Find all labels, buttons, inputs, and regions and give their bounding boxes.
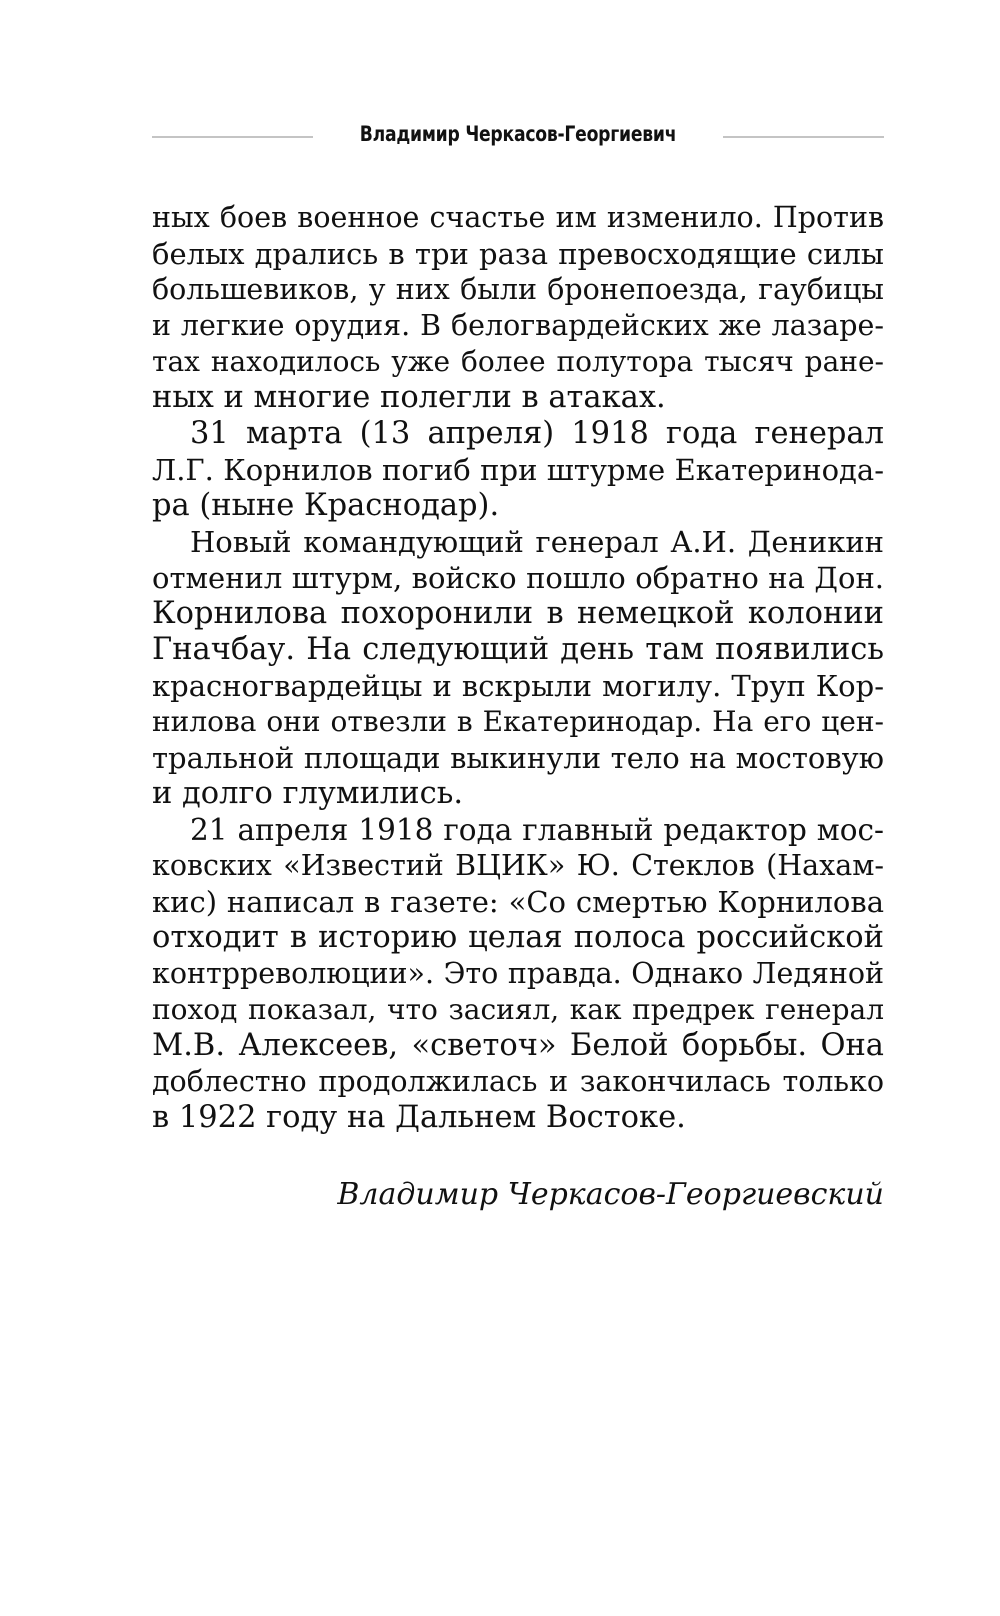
- text-line: Гначбау. На следующий день там появились: [152, 632, 884, 667]
- text-line: кис) написал в газете: «Со смертью Корнилова: [152, 885, 884, 919]
- text-line: большевиков, у них были бронепоезда, гаубицы: [152, 273, 884, 306]
- text-line: тральной площади выкинули тело на мостовую: [152, 741, 884, 775]
- text-line: нилова они отвезли в Екатеринодар. На его цен-: [152, 705, 884, 738]
- running-head: [152, 114, 884, 154]
- text-line: белых дрались в три раза превосходящие силы: [152, 237, 884, 271]
- text-line: ра (ныне Краснодар).: [152, 488, 500, 523]
- header-rule-right: [723, 136, 884, 138]
- body-text: [152, 200, 884, 1136]
- text-line: доблестно продолжилась и закончилась только: [152, 1065, 884, 1098]
- author-signature: Владимир Черкасов-Георгиевский: [337, 1177, 884, 1212]
- text-line: Л.Г. Корнилов погиб при штурме Екатеринода-: [152, 453, 884, 487]
- text-line: и долго глумились.: [152, 776, 464, 811]
- text-line: Новый командующий генерал А.И. Деникин: [190, 525, 884, 559]
- text-line: Корнилова похоронили в немецкой колонии: [152, 596, 884, 631]
- text-line: красногвардейцы и вскрыли могилу. Труп Кор-: [152, 669, 884, 703]
- text-line: отходит в историю целая полоса российской: [152, 920, 884, 955]
- text-line: ковских «Известий ВЦИК» Ю. Стеклов (Нахам-: [152, 849, 884, 882]
- text-line: ных и многие полегли в атаках.: [152, 380, 666, 415]
- text-line: М.В. Алексеев, «светоч» Белой борьбы. Она: [152, 1028, 884, 1063]
- text-line: тах находилось уже более полутора тысяч ране-: [152, 345, 884, 378]
- text-line: 21 апреля 1918 года главный редактор мос-: [190, 813, 884, 847]
- header-rule-left: [152, 136, 313, 138]
- text-line: в 1922 году на Дальнем Востоке.: [152, 1100, 686, 1135]
- text-line: ных боев военное счастье им изменило. Против: [152, 201, 884, 234]
- running-title: Владимир Черкасов-Георгиевич: [359, 122, 677, 146]
- text-line: контрреволюции». Это правда. Однако Ледяной: [152, 957, 884, 990]
- text-line: поход показал, что засиял, как предрек генерал: [152, 993, 884, 1026]
- text-line: и легкие орудия. В белогвардейских же лазаре-: [152, 309, 884, 342]
- text-line: 31 марта (13 апреля) 1918 года генерал: [190, 416, 884, 451]
- text-line: отменил штурм, войско пошло обратно на Дон.: [152, 561, 884, 595]
